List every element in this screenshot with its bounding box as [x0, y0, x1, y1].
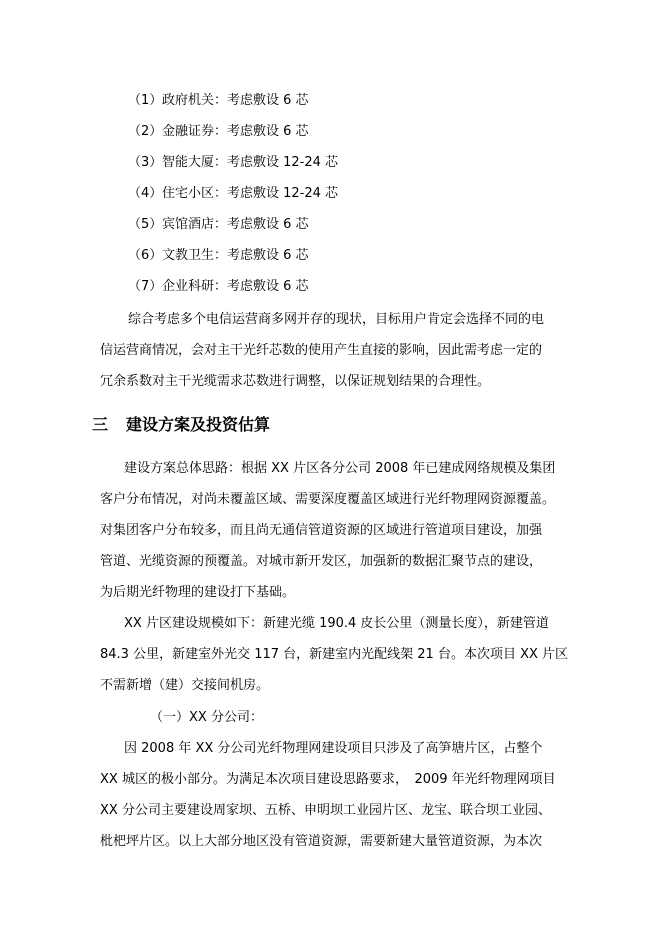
- paragraph-line: 管道、光缆资源的预覆盖。对城市新开发区，加强新的数据汇聚节点的建设，: [100, 554, 543, 569]
- subheading: （一）XX 分公司：: [150, 710, 263, 725]
- paragraph-line: 枇杷坪片区。以上大部分地区没有管道资源，需要新建大量管道资源，为本次: [100, 834, 543, 849]
- paragraph-line: 对集团客户分布较多，而且尚无通信管道资源的区域进行管道项目建设，加强: [100, 523, 543, 538]
- list-item: （1）政府机关：考虑敷设 6 芯: [128, 93, 309, 108]
- paragraph-line: 因 2008 年 XX 分公司光纤物理网建设项目只涉及了高笋塘片区，占整个: [124, 741, 543, 756]
- paragraph-line: 为后期光纤物理的建设打下基础。: [100, 585, 296, 600]
- list-item: （7）企业科研：考虑敷设 6 芯: [128, 279, 309, 294]
- list-item: （2）金融证券：考虑敷设 6 芯: [128, 124, 309, 139]
- paragraph-line: 客户分布情况，对尚未覆盖区域、需要深度覆盖区域进行光纤物理网资源覆盖。: [100, 492, 556, 507]
- section-heading: [92, 415, 270, 435]
- paragraph-line: 冗余系数对主干光缆需求芯数进行调整，以保证规划结果的合理性。: [100, 374, 491, 389]
- paragraph-line: XX 分公司主要建设周家坝、五桥、申明坝工业园片区、龙宝、联合坝工业园、: [100, 803, 551, 818]
- paragraph-line: 综合考虑多个电信运营商多网并存的现状，目标用户肯定会选择不同的电: [128, 312, 545, 327]
- list-item: （5）宾馆酒店：考虑敷设 6 芯: [128, 217, 309, 232]
- paragraph-line: XX 片区建设规模如下：新建光缆 190.4 皮长公里（测量长度），新建管道: [124, 616, 549, 631]
- section-number: 三: [92, 415, 109, 434]
- section-title: 建设方案及投资估算: [126, 415, 271, 434]
- paragraph-line: 信运营商情况，会对主干光纤芯数的使用产生直接的影响，因此需考虑一定的: [100, 343, 543, 358]
- paragraph-line: 84.3 公里，新建室外光交 117 台，新建室内光配线架 21 台。本次项目 XX 片区: [100, 647, 569, 662]
- list-item: （4）住宅小区：考虑敷设 12-24 芯: [128, 186, 339, 201]
- list-item: （6）文教卫生：考虑敷设 6 芯: [128, 248, 309, 263]
- paragraph-line: 不需新增（建）交接间机房。: [100, 678, 270, 693]
- list-item: （3）智能大厦：考虑敷设 12-24 芯: [128, 155, 339, 170]
- paragraph-line: XX 城区的极小部分。为满足本次项目建设思路要求， 2009 年光纤物理网项目: [100, 772, 556, 787]
- paragraph-line: 建设方案总体思路：根据 XX 片区各分公司 2008 年已建成网络规模及集团: [124, 461, 556, 476]
